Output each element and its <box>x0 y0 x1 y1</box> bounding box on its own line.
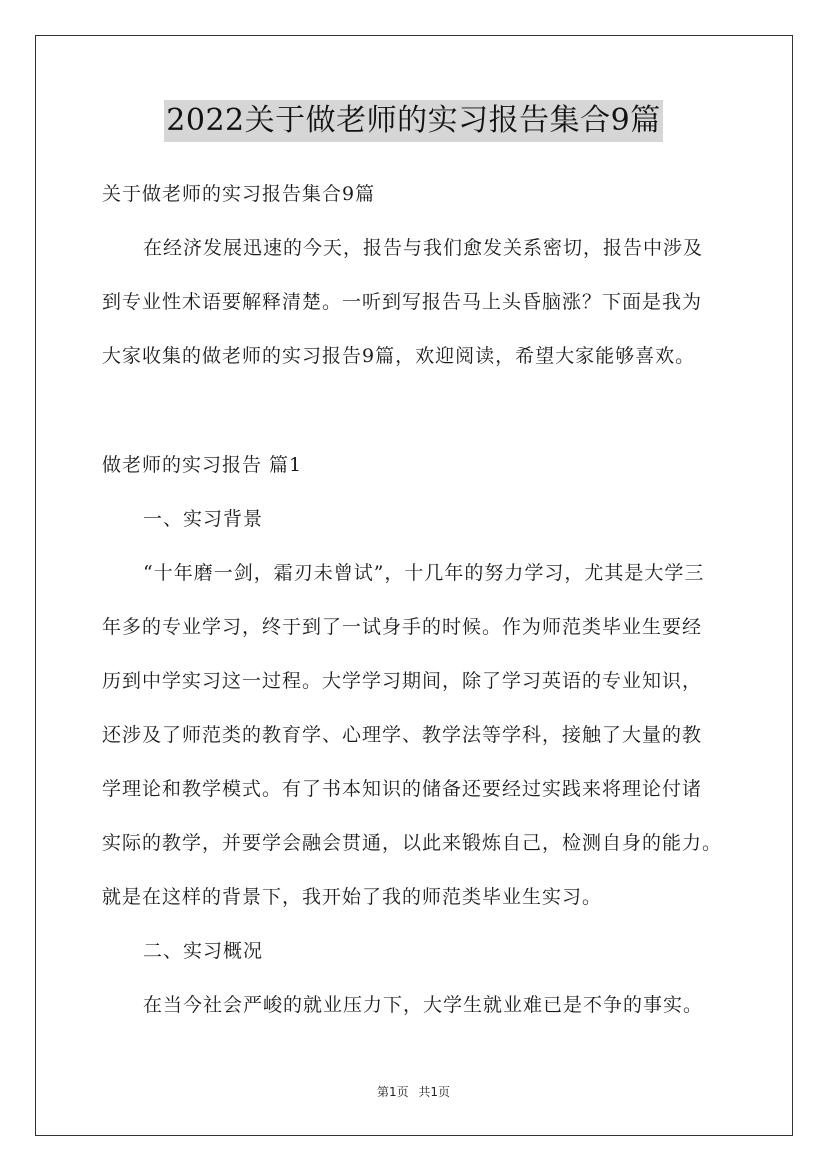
background-line: 学理论和教学模式。有了书本知识的储备还要经过实践来将理论付诸 <box>102 778 703 800</box>
overview-line: 在当今社会严峻的就业压力下，大学生就业难已是不争的事实。 <box>143 994 704 1016</box>
page-total: 共1页 <box>418 1085 451 1099</box>
document-title: 2022关于做老师的实习报告集合9篇 <box>164 100 662 142</box>
background-line: 年多的专业学习，终于到了一试身手的时候。作为师范类毕业生要经 <box>102 616 703 638</box>
page-footer <box>0 1084 827 1100</box>
background-line: 还涉及了师范类的教育学、心理学、教学法等学科，接触了大量的教 <box>102 724 703 746</box>
page-number: 第1页 <box>376 1085 409 1099</box>
heading-overview: 二、实习概况 <box>143 940 264 962</box>
intro-line: 在经济发展迅速的今天，报告与我们愈发关系密切，报告中涉及 <box>143 237 704 259</box>
background-line: 实际的教学，并要学会融会贯通，以此来锻炼自己，检测自身的能力。 <box>102 832 723 854</box>
background-line: 就是在这样的背景下，我开始了我的师范类毕业生实习。 <box>102 886 603 908</box>
intro-line: 大家收集的做老师的实习报告9篇，欢迎阅读，希望大家能够喜欢。 <box>102 345 696 367</box>
background-line: “十年磨一剑，霜刃未曾试”，十几年的努力学习，尤其是大学三 <box>143 562 705 584</box>
heading-background: 一、实习背景 <box>143 508 264 530</box>
intro-line: 到专业性术语要解释清楚。一听到写报告马上头昏脑涨？下面是我为 <box>102 291 703 313</box>
section-title: 做老师的实习报告 篇1 <box>102 454 303 476</box>
document-subtitle: 关于做老师的实习报告集合9篇 <box>102 183 376 205</box>
background-line: 历到中学实习这一过程。大学学习期间，除了学习英语的专业知识， <box>102 670 703 692</box>
title-container <box>0 100 827 142</box>
